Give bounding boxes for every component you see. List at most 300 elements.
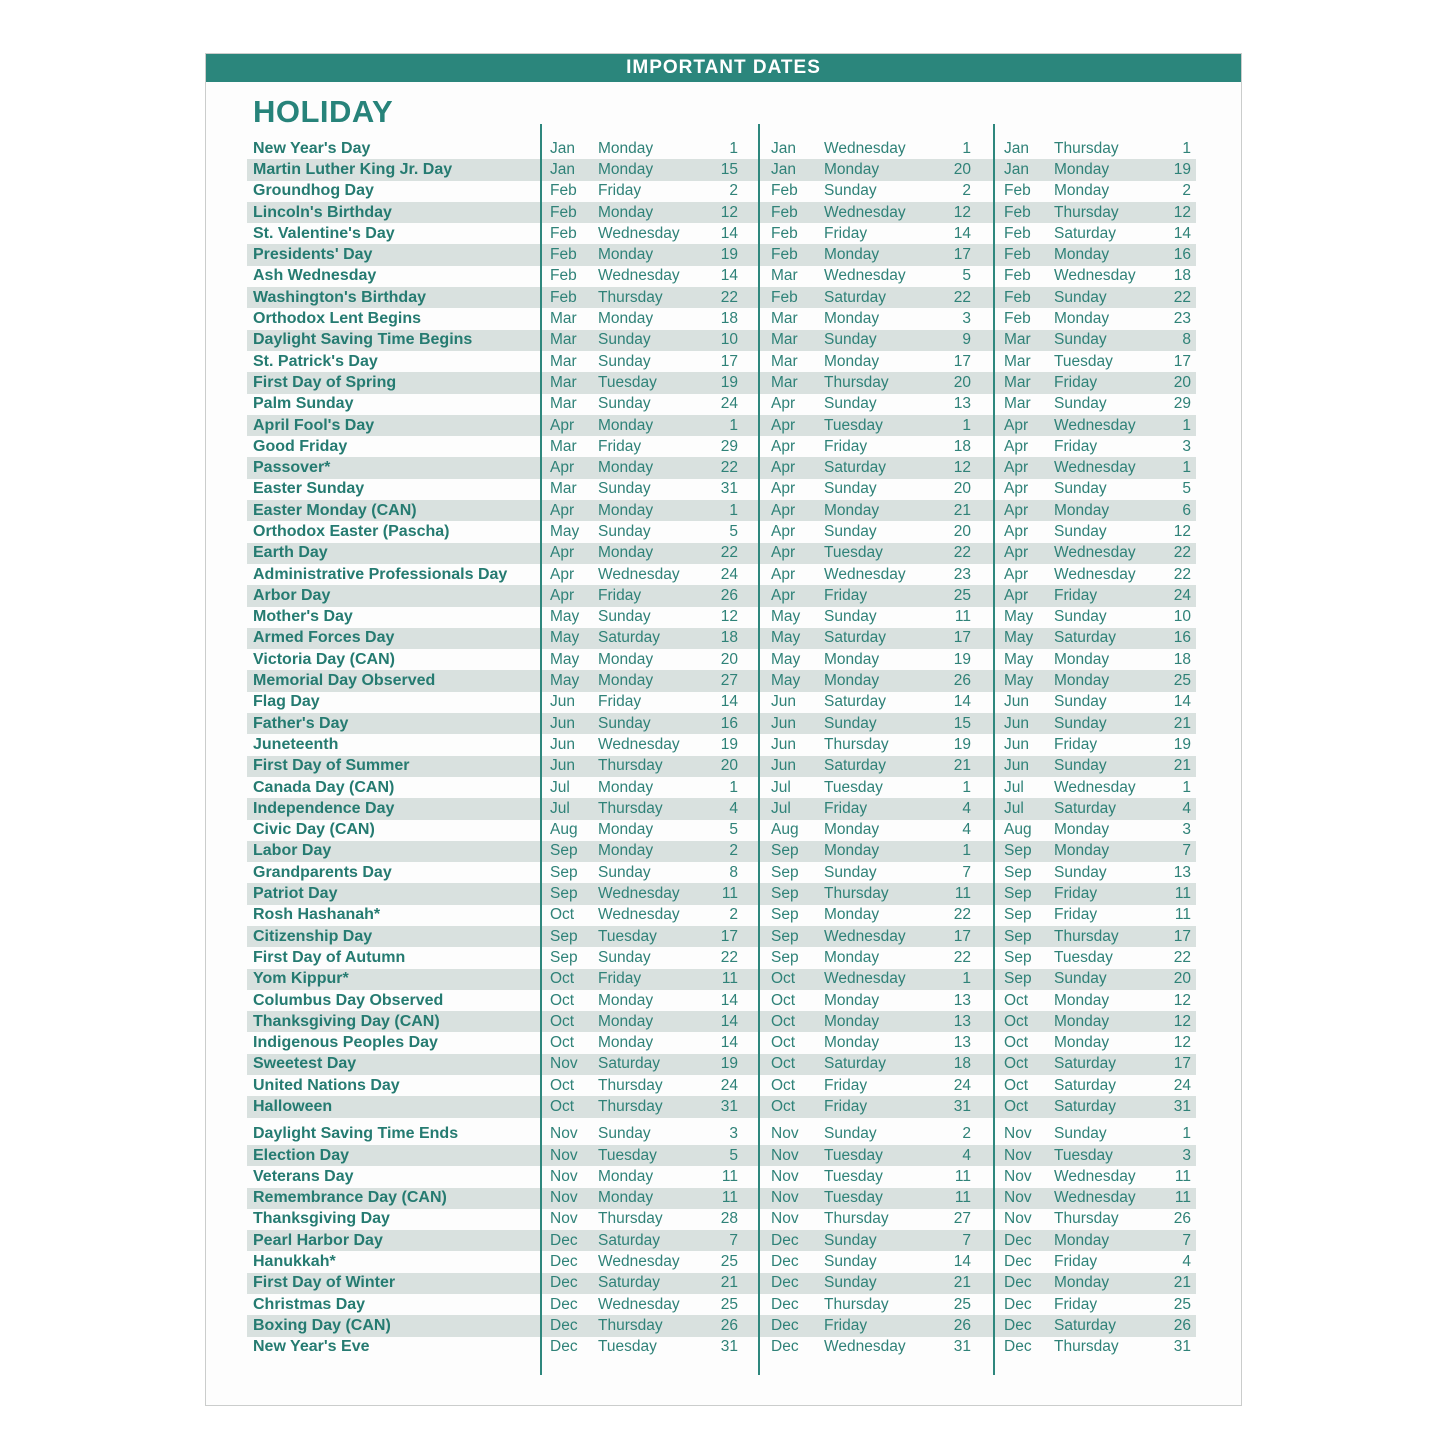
year2-date: 18: [953, 1055, 971, 1073]
holiday-row: [247, 372, 1196, 393]
year1-date: 14: [720, 693, 738, 711]
year1-date: 1: [729, 501, 738, 519]
year3-entry: [993, 1274, 1196, 1292]
year1-date: 31: [720, 1338, 738, 1356]
year1-weekday: Friday: [598, 970, 642, 988]
year3-date: 7: [1182, 1231, 1191, 1249]
holiday-name: United Nations Day: [253, 1076, 400, 1094]
year2-entry: [758, 438, 993, 456]
column-divider: [540, 124, 542, 1375]
year3-month: Oct: [1004, 1098, 1029, 1115]
year2-weekday: Monday: [824, 501, 880, 519]
year2-date: 26: [953, 1316, 971, 1334]
year3-date: 22: [1173, 544, 1191, 562]
year1-date: 2: [729, 906, 738, 924]
year2-entry: [758, 821, 993, 839]
year2-date: 15: [953, 714, 971, 732]
year3-entry: [993, 1034, 1196, 1052]
year1-date: 27: [720, 672, 738, 690]
year1-month: Oct: [550, 970, 575, 988]
year3-month: Apr: [1004, 565, 1029, 583]
year1-entry: [540, 864, 758, 882]
year2-entry: [758, 1147, 993, 1165]
year1-entry: [540, 310, 758, 328]
year3-month: Feb: [1004, 203, 1031, 221]
year2-weekday: Thursday: [824, 1210, 889, 1228]
year3-weekday: Sunday: [1054, 608, 1107, 626]
holiday-row: [247, 713, 1196, 734]
year1-month: Feb: [550, 224, 577, 242]
year1-entry: [540, 1317, 758, 1335]
year2-entry: [758, 566, 993, 584]
year2-month: Apr: [771, 522, 796, 540]
year2-month: Apr: [771, 395, 796, 413]
year3-entry: [993, 246, 1196, 264]
year2-entry: [758, 1168, 993, 1186]
year3-weekday: Friday: [1054, 1253, 1098, 1271]
holiday-name: Rosh Hashanah*: [253, 906, 381, 924]
year3-weekday: Saturday: [1054, 1076, 1117, 1094]
year3-month: May: [1004, 629, 1034, 647]
year3-date: 5: [1182, 480, 1191, 498]
holiday-row: [247, 436, 1196, 457]
year1-month: Sep: [550, 863, 578, 881]
year2-month: Jan: [771, 139, 796, 157]
year2-weekday: Sunday: [824, 608, 877, 626]
year3-date: 16: [1173, 246, 1191, 264]
year2-entry: [758, 246, 993, 264]
year3-month: Jun: [1004, 693, 1029, 711]
year2-month: Dec: [771, 1295, 799, 1313]
year3-weekday: Monday: [1054, 1274, 1110, 1292]
year2-date: 4: [962, 1146, 971, 1164]
year1-entry: [540, 1013, 758, 1031]
year1-weekday: Wednesday: [598, 906, 680, 924]
year2-entry: [758, 693, 993, 711]
year3-month: Dec: [1004, 1316, 1032, 1334]
year3-date: 3: [1182, 437, 1191, 455]
year3-entry: [993, 1077, 1196, 1095]
year1-month: May: [550, 522, 580, 540]
year3-weekday: Monday: [1054, 1231, 1110, 1249]
year1-month: Apr: [550, 565, 575, 583]
year2-month: Dec: [771, 1274, 799, 1292]
year3-date: 23: [1173, 310, 1191, 328]
holiday-name: Patriot Day: [253, 885, 338, 903]
year3-month: Oct: [1004, 1055, 1029, 1073]
holiday-row: [247, 1315, 1196, 1336]
year3-month: Apr: [1004, 586, 1029, 604]
year1-month: May: [550, 650, 580, 668]
year1-month: May: [550, 608, 580, 626]
year1-month: Sep: [550, 842, 578, 860]
year1-date: 28: [720, 1210, 738, 1228]
year2-entry: [758, 672, 993, 690]
year1-weekday: Thursday: [598, 288, 663, 306]
year3-month: Feb: [1004, 182, 1031, 200]
year3-entry: [993, 459, 1196, 477]
year3-weekday: Monday: [1054, 1012, 1110, 1030]
year2-month: Jan: [771, 160, 796, 178]
holiday-name: Veterans Day: [253, 1167, 354, 1185]
year1-month: Jan: [550, 139, 575, 157]
year2-weekday: Saturday: [824, 459, 887, 477]
year1-weekday: Tuesday: [598, 1146, 657, 1164]
year3-month: Apr: [1004, 501, 1029, 519]
year3-weekday: Tuesday: [1054, 352, 1113, 370]
year1-weekday: Monday: [598, 1012, 654, 1030]
year3-entry: [993, 906, 1196, 924]
holiday-row: [247, 308, 1196, 329]
year2-entry: [758, 715, 993, 733]
holiday-name: Orthodox Easter (Pascha): [253, 522, 450, 540]
holiday-row: [247, 564, 1196, 585]
year3-entry: [993, 1296, 1196, 1314]
year3-date: 21: [1173, 757, 1191, 775]
holiday-name: First Day of Autumn: [253, 948, 406, 966]
holiday-row: [247, 351, 1196, 372]
year2-date: 25: [953, 586, 971, 604]
year1-weekday: Friday: [598, 693, 642, 711]
year2-month: Feb: [771, 224, 798, 242]
year1-month: Jun: [550, 735, 575, 753]
year1-date: 2: [729, 182, 738, 200]
holiday-row: [247, 969, 1196, 990]
year3-entry: [993, 1055, 1196, 1073]
year3-weekday: Sunday: [1054, 693, 1107, 711]
holiday-row: [247, 905, 1196, 926]
year2-weekday: Sunday: [824, 1125, 877, 1143]
year1-date: 25: [720, 1295, 738, 1313]
year3-month: Nov: [1004, 1210, 1032, 1228]
year1-entry: [540, 672, 758, 690]
holiday-row: [247, 607, 1196, 628]
year2-weekday: Friday: [824, 224, 868, 242]
year2-entry: [758, 1013, 993, 1031]
year3-month: Sep: [1004, 970, 1032, 988]
year3-weekday: Monday: [1054, 501, 1110, 519]
year3-month: May: [1004, 650, 1034, 668]
year3-weekday: Wednesday: [1054, 1167, 1136, 1185]
year1-weekday: Sunday: [598, 1125, 651, 1143]
year1-weekday: Thursday: [598, 1316, 663, 1334]
holiday-name: Passover*: [253, 459, 331, 477]
year1-weekday: Monday: [598, 1189, 654, 1207]
year1-weekday: Friday: [598, 437, 642, 455]
year2-date: 22: [953, 906, 971, 924]
year3-month: Dec: [1004, 1295, 1032, 1313]
year2-weekday: Tuesday: [824, 1189, 883, 1207]
holiday-name: Washington's Birthday: [253, 288, 426, 306]
year1-entry: [540, 182, 758, 200]
year3-date: 2: [1182, 182, 1191, 200]
holiday-row: [247, 926, 1196, 947]
year1-month: Sep: [550, 885, 578, 903]
year2-month: Mar: [771, 267, 798, 285]
holiday-row: [247, 1337, 1196, 1358]
year3-weekday: Wednesday: [1054, 267, 1136, 285]
year3-month: Oct: [1004, 1012, 1029, 1030]
year1-month: Apr: [550, 544, 575, 562]
year2-month: Aug: [771, 821, 799, 839]
year1-date: 19: [720, 246, 738, 264]
year1-date: 22: [720, 544, 738, 562]
year3-entry: [993, 885, 1196, 903]
year2-entry: [758, 204, 993, 222]
year2-weekday: Monday: [824, 310, 880, 328]
year1-entry: [540, 779, 758, 797]
year3-weekday: Wednesday: [1054, 1189, 1136, 1207]
year3-entry: [993, 140, 1196, 158]
year3-weekday: Saturday: [1054, 799, 1117, 817]
year2-month: Nov: [771, 1210, 799, 1228]
year3-weekday: Sunday: [1054, 288, 1107, 306]
year2-entry: [758, 502, 993, 520]
holiday-row: [247, 479, 1196, 500]
year3-weekday: Sunday: [1054, 522, 1107, 540]
holiday-row: [247, 990, 1196, 1011]
year3-month: Mar: [1004, 352, 1031, 370]
year1-entry: [540, 544, 758, 562]
year1-date: 5: [729, 821, 738, 839]
year2-date: 14: [953, 693, 971, 711]
holiday-name: Thanksgiving Day: [253, 1210, 390, 1228]
year1-entry: [540, 1232, 758, 1250]
year1-month: Jul: [550, 799, 570, 817]
year1-date: 22: [720, 459, 738, 477]
year2-month: Feb: [771, 288, 798, 306]
year2-entry: [758, 459, 993, 477]
year3-entry: [993, 864, 1196, 882]
year3-entry: [993, 587, 1196, 605]
year1-month: Feb: [550, 246, 577, 264]
holiday-row: [247, 202, 1196, 223]
year2-weekday: Sunday: [824, 1253, 877, 1271]
year1-entry: [540, 1034, 758, 1052]
year3-date: 6: [1182, 501, 1191, 519]
year2-weekday: Monday: [824, 160, 880, 178]
year1-entry: [540, 970, 758, 988]
year2-entry: [758, 395, 993, 413]
year1-weekday: Sunday: [598, 608, 651, 626]
year1-month: Feb: [550, 267, 577, 285]
year3-entry: [993, 800, 1196, 818]
holiday-row: [247, 223, 1196, 244]
holiday-name: Independence Day: [253, 799, 395, 817]
year3-date: 8: [1182, 331, 1191, 349]
holidays-table: [247, 138, 1196, 1358]
holiday-row: [247, 1251, 1196, 1272]
year1-month: Jan: [550, 160, 575, 178]
year3-month: Feb: [1004, 224, 1031, 242]
holiday-name: Palm Sunday: [253, 395, 354, 413]
year3-weekday: Thursday: [1054, 1338, 1119, 1356]
year1-month: Nov: [550, 1210, 578, 1228]
year3-date: 25: [1173, 672, 1191, 690]
holiday-name: Armed Forces Day: [253, 629, 395, 647]
year1-entry: [540, 204, 758, 222]
year1-date: 20: [720, 757, 738, 775]
year1-weekday: Wednesday: [598, 735, 680, 753]
year3-date: 20: [1173, 373, 1191, 391]
year1-entry: [540, 289, 758, 307]
year2-date: 20: [953, 160, 971, 178]
holiday-name: St. Valentine's Day: [253, 224, 395, 242]
year3-entry: [993, 353, 1196, 371]
year1-date: 29: [720, 437, 738, 455]
year3-date: 12: [1173, 1034, 1191, 1052]
year3-entry: [993, 992, 1196, 1010]
year2-date: 11: [954, 1167, 971, 1185]
year3-date: 11: [1174, 906, 1191, 924]
year2-entry: [758, 140, 993, 158]
year1-month: Apr: [550, 501, 575, 519]
year2-entry: [758, 736, 993, 754]
year2-entry: [758, 629, 993, 647]
holiday-row: [247, 1294, 1196, 1315]
holiday-name: Remembrance Day (CAN): [253, 1189, 447, 1207]
holiday-name: Sweetest Day: [253, 1055, 357, 1073]
year3-entry: [993, 1125, 1196, 1143]
holiday-row: [247, 1075, 1196, 1096]
year2-weekday: Friday: [824, 1076, 868, 1094]
year2-date: 11: [954, 885, 971, 903]
year1-entry: [540, 842, 758, 860]
year2-month: Jun: [771, 735, 796, 753]
year3-month: Oct: [1004, 1076, 1029, 1094]
year2-month: Apr: [771, 586, 796, 604]
year3-month: Aug: [1004, 821, 1032, 839]
year2-entry: [758, 331, 993, 349]
year1-date: 1: [729, 416, 738, 434]
holiday-row: [247, 1096, 1196, 1117]
year2-date: 21: [953, 757, 971, 775]
year2-date: 19: [953, 650, 971, 668]
year3-entry: [993, 842, 1196, 860]
year1-date: 11: [721, 885, 738, 903]
year3-date: 31: [1173, 1338, 1191, 1356]
year2-entry: [758, 800, 993, 818]
year1-month: Mar: [550, 373, 577, 391]
year3-month: Jul: [1004, 778, 1024, 796]
year1-date: 1: [729, 139, 738, 157]
year2-date: 12: [953, 459, 971, 477]
year2-month: Feb: [771, 182, 798, 200]
holiday-name: Election Day: [253, 1146, 350, 1164]
year2-date: 17: [953, 246, 971, 264]
year2-date: 17: [953, 927, 971, 945]
year1-entry: [540, 736, 758, 754]
year3-date: 24: [1173, 1076, 1191, 1094]
year2-month: Nov: [771, 1146, 799, 1164]
holiday-name: Yom Kippur*: [253, 970, 349, 988]
year1-month: Mar: [550, 352, 577, 370]
year3-month: Sep: [1004, 885, 1032, 903]
year2-entry: [758, 1077, 993, 1095]
year2-weekday: Friday: [824, 799, 868, 817]
year1-date: 18: [720, 629, 738, 647]
holiday-row: [247, 415, 1196, 436]
holiday-name: April Fool's Day: [253, 416, 375, 434]
year1-weekday: Friday: [598, 182, 642, 200]
year1-date: 26: [720, 1316, 738, 1334]
year1-entry: [540, 480, 758, 498]
year3-entry: [993, 928, 1196, 946]
year1-month: Dec: [550, 1295, 578, 1313]
year1-entry: [540, 523, 758, 541]
year1-entry: [540, 267, 758, 285]
year3-entry: [993, 523, 1196, 541]
year2-date: 18: [953, 437, 971, 455]
year2-weekday: Thursday: [824, 735, 889, 753]
year3-weekday: Sunday: [1054, 970, 1107, 988]
holiday-name: Boxing Day (CAN): [253, 1316, 391, 1334]
year1-entry: [540, 629, 758, 647]
year2-weekday: Wednesday: [824, 1338, 906, 1356]
year1-entry: [540, 353, 758, 371]
year3-month: Jan: [1004, 160, 1029, 178]
year2-month: Mar: [771, 373, 798, 391]
year2-month: Apr: [771, 501, 796, 519]
year2-date: 25: [953, 1295, 971, 1313]
year2-date: 2: [962, 182, 971, 200]
year1-entry: [540, 1189, 758, 1207]
holiday-row: [247, 798, 1196, 819]
year2-month: Jul: [771, 778, 791, 796]
holiday-row: [247, 500, 1196, 521]
year1-entry: [540, 1210, 758, 1228]
year1-weekday: Thursday: [598, 799, 663, 817]
year3-weekday: Monday: [1054, 246, 1110, 264]
year1-month: Oct: [550, 991, 575, 1009]
year1-weekday: Sunday: [598, 863, 651, 881]
year2-month: Jun: [771, 757, 796, 775]
year1-date: 17: [720, 352, 738, 370]
year1-weekday: Sunday: [598, 395, 651, 413]
year3-date: 16: [1173, 629, 1191, 647]
year2-month: Jun: [771, 714, 796, 732]
year3-date: 21: [1173, 714, 1191, 732]
year3-weekday: Sunday: [1054, 863, 1107, 881]
year3-weekday: Saturday: [1054, 224, 1117, 242]
year2-month: Sep: [771, 885, 799, 903]
year2-entry: [758, 310, 993, 328]
year2-entry: [758, 289, 993, 307]
year1-month: Dec: [550, 1231, 578, 1249]
holiday-name: Orthodox Lent Begins: [253, 310, 421, 328]
year3-weekday: Saturday: [1054, 1055, 1117, 1073]
year3-entry: [993, 1013, 1196, 1031]
year3-weekday: Saturday: [1054, 1098, 1117, 1115]
year1-weekday: Monday: [598, 160, 654, 178]
year2-weekday: Monday: [824, 672, 880, 690]
year3-date: 7: [1182, 842, 1191, 860]
holiday-name: Pearl Harbor Day: [253, 1231, 383, 1249]
year1-date: 14: [720, 1034, 738, 1052]
year3-weekday: Monday: [1054, 821, 1110, 839]
year1-date: 19: [720, 373, 738, 391]
year2-weekday: Sunday: [824, 395, 877, 413]
year3-entry: [993, 821, 1196, 839]
year3-month: Nov: [1004, 1125, 1032, 1143]
year2-month: Sep: [771, 948, 799, 966]
year2-date: 5: [962, 267, 971, 285]
year2-date: 17: [953, 629, 971, 647]
year3-weekday: Sunday: [1054, 757, 1107, 775]
year1-month: Dec: [550, 1316, 578, 1334]
year2-date: 9: [962, 331, 971, 349]
year1-date: 11: [721, 1189, 738, 1207]
